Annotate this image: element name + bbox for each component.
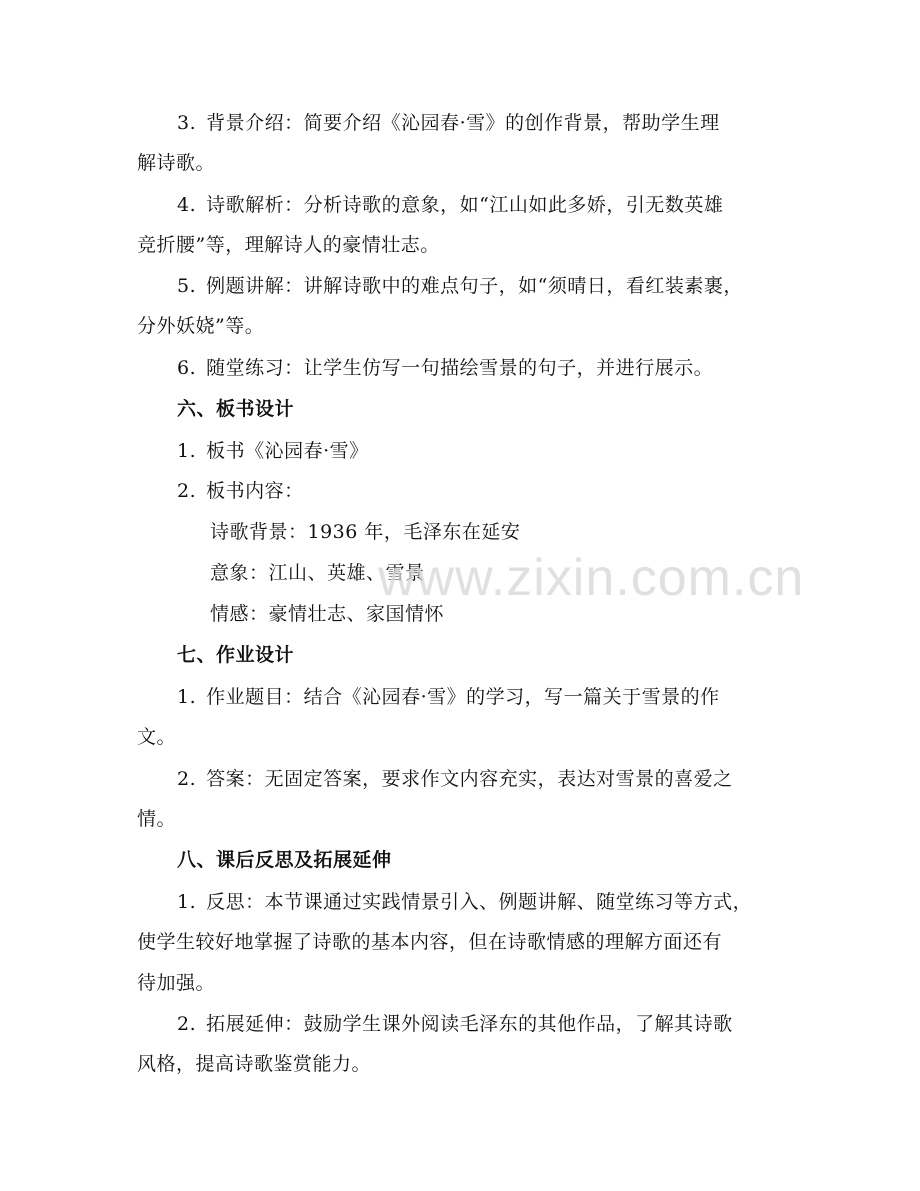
- item-number: 2.: [177, 1013, 197, 1035]
- item-3-line-2: 解诗歌。: [137, 152, 216, 174]
- item-number: 5.: [177, 275, 197, 297]
- board-item-2: [177, 479, 304, 503]
- item-text: 拓展延伸：鼓励学生课外阅读毛泽东的其他作品，了解其诗歌: [206, 1013, 733, 1035]
- item-3-line-1: [177, 111, 720, 135]
- item-text: 诗歌解析：分析诗歌的意象，如“江山如此多娇，引无数英雄: [206, 194, 724, 216]
- item-5-line-1: [177, 274, 743, 298]
- reflection-item-1-line-1: [177, 890, 752, 914]
- item-text: 作业题目：结合《沁园春·雪》的学习，写一篇关于雪景的作: [206, 686, 720, 708]
- homework-item-2-line-2: 情。: [137, 808, 177, 830]
- item-text: 随堂练习：让学生仿写一句描绘雪景的句子，并进行展示。: [206, 357, 714, 379]
- item-6-line-1: [177, 356, 713, 380]
- item-number: 1.: [177, 891, 197, 913]
- item-5-line-2: 分外妖娆”等。: [137, 315, 265, 337]
- item-text: 背景介绍：简要介绍《沁园春·雪》的创作背景，帮助学生理: [206, 112, 720, 134]
- item-number: 2.: [177, 768, 197, 790]
- item-number: 1.: [177, 440, 197, 462]
- reflection-item-2-line-2: 风格，提高诗歌鉴赏能力。: [137, 1053, 372, 1075]
- section-heading-homework-design: 七、作业设计: [177, 644, 295, 666]
- board-content-emotion: 情感：豪情壮志、家国情怀: [210, 603, 445, 625]
- item-4-line-2: 竞折腰”等，理解诗人的豪情壮志。: [137, 234, 440, 256]
- board-item-1: [177, 439, 369, 463]
- reflection-item-1-line-2: 使学生较好地掌握了诗歌的基本内容，但在诗歌情感的理解方面还有: [137, 931, 723, 953]
- watermark: www.zixin.com.cn: [378, 549, 805, 607]
- reflection-item-1-line-3: 待加强。: [137, 972, 216, 994]
- section-heading-board-design: 六、板书设计: [177, 398, 295, 420]
- item-number: 3.: [177, 112, 197, 134]
- homework-item-2-line-1: [177, 767, 733, 791]
- item-text: 例题讲解：讲解诗歌中的难点句子，如“须晴日，看红装素裹，: [206, 275, 743, 297]
- homework-item-1-line-1: [177, 685, 720, 709]
- homework-item-1-line-2: 文。: [137, 726, 177, 748]
- board-content-imagery: 意象：江山、英雄、雪景: [210, 562, 425, 584]
- item-text: 答案：无固定答案，要求作文内容充实，表达对雪景的喜爱之: [206, 768, 733, 790]
- item-text: 板书内容：: [206, 480, 304, 502]
- item-number: 4.: [177, 194, 197, 216]
- reflection-item-2-line-1: [177, 1012, 733, 1036]
- item-4-line-1: [177, 193, 723, 217]
- item-text: 反思：本节课通过实践情景引入、例题讲解、随堂练习等方式，: [206, 891, 753, 913]
- item-text: 板书《沁园春·雪》: [206, 440, 369, 462]
- item-number: 2.: [177, 480, 197, 502]
- board-content-background: 诗歌背景：1936 年，毛泽东在延安: [210, 521, 521, 543]
- item-number: 6.: [177, 357, 197, 379]
- section-heading-reflection: 八、课后反思及拓展延伸: [177, 849, 392, 871]
- item-number: 1.: [177, 686, 197, 708]
